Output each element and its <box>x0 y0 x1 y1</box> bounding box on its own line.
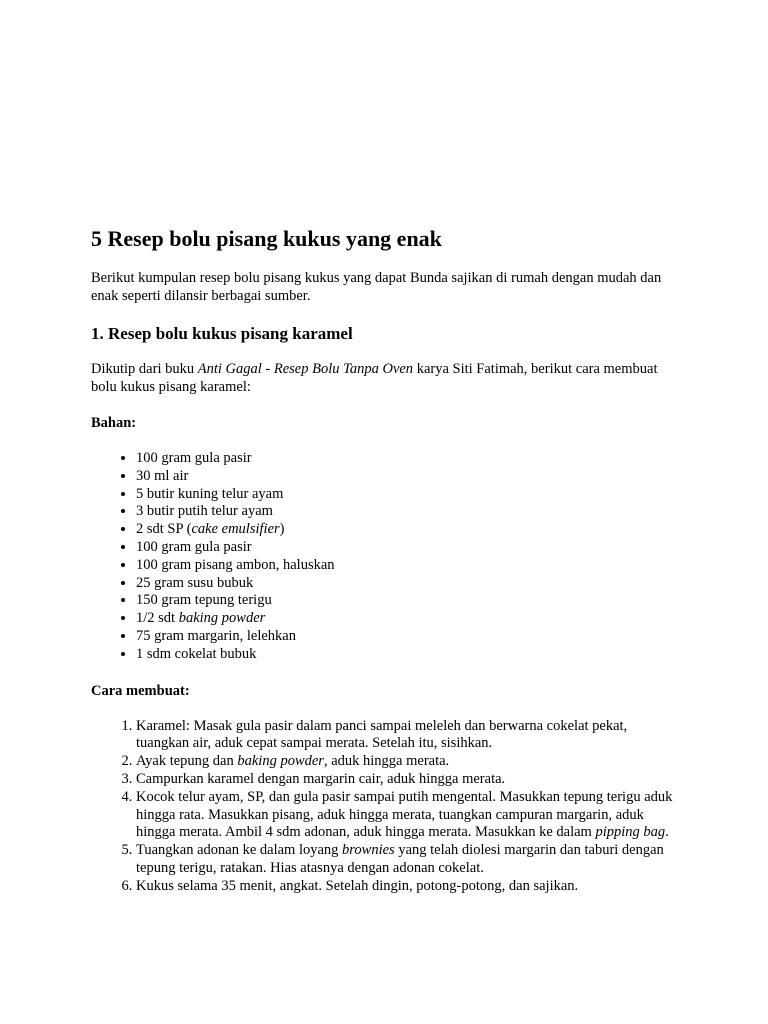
section-intro-after: karya Siti Fatimah, berikut cara membuat bolu kukus pisang karamel: <box>91 361 658 395</box>
step-item <box>136 842 681 878</box>
steps-label: Cara membuat: <box>91 682 190 699</box>
ingredients-list <box>91 450 681 664</box>
ingredient-item: • 100 gram gula pasir <box>136 450 681 468</box>
ingredient-item: • 25 gram susu bubuk <box>136 575 681 593</box>
step-text: , aduk hingga merata. <box>323 753 450 770</box>
steps-list <box>91 718 681 896</box>
step-item <box>136 789 681 842</box>
step-item: 3. Campurkan karamel dengan margarin cair, aduk hingga merata. <box>136 771 681 789</box>
ingredients-label: Bahan: <box>91 415 137 431</box>
step-text: Kocok telur ayam, SP, dan gula pasir sampai putih mengental. Masukkan tepung terigu aduk hingga rata. Masukkan pisang, aduk hingga merata, tuangkan campuran margarin, aduk hingga merata. Ambil 4 sdm adonan, aduk hingga merata. Masukkan ke dalam <box>136 788 673 841</box>
ingredient-item: • 75 gram margarin, lelehkan <box>136 628 681 646</box>
ingredient-item <box>136 521 681 539</box>
book-title: Anti Gagal - Resep Bolu Tanpa Oven <box>197 361 414 377</box>
section-intro-before: Dikutip dari buku <box>91 361 198 377</box>
step-text: Tuangkan adonan ke dalam loyang <box>136 842 343 859</box>
ingredient-item: • 1 sdm cokelat bubuk <box>136 646 681 664</box>
document-content <box>91 224 681 914</box>
step-emphasis: brownies <box>342 842 395 859</box>
ingredient-text: 1/2 sdt <box>136 610 179 627</box>
ingredient-item: • 3 butir putih telur ayam <box>136 503 681 521</box>
ingredient-text: 2 sdt SP ( <box>136 521 192 538</box>
step-item: 6. Kukus selama 35 menit, angkat. Setelah dingin, potong-potong, dan sajikan. <box>136 878 681 896</box>
ingredient-emphasis: cake emulsifier <box>191 521 280 538</box>
ingredient-item: • 100 gram gula pasir <box>136 539 681 557</box>
ingredient-item: • 5 butir kuning telur ayam <box>136 486 681 504</box>
step-item: 1. Karamel: Masak gula pasir dalam panci sampai meleleh dan berwarna cokelat pekat, tuangkan air, aduk cepat sampai merata. Setelah itu, sisihkan. <box>136 718 681 754</box>
ingredient-text: ) <box>279 521 285 538</box>
ingredient-item: • 100 gram pisang ambon, haluskan <box>136 557 681 575</box>
ingredient-item: • 150 gram tepung terigu <box>136 592 681 610</box>
ingredient-item: • 30 ml air <box>136 468 681 486</box>
step-emphasis: pipping bag <box>595 824 666 841</box>
page-title: 5 Resep bolu pisang kukus yang enak <box>91 226 442 251</box>
step-item <box>136 753 681 771</box>
ingredient-item <box>136 610 681 628</box>
step-emphasis: baking powder <box>237 753 324 770</box>
ingredient-emphasis: baking powder <box>178 610 266 627</box>
step-text: Ayak tepung dan <box>136 753 238 770</box>
section-intro <box>91 360 681 396</box>
section-heading: 1. Resep bolu kukus pisang karamel <box>91 324 353 343</box>
step-text: yang telah diolesi margarin dan taburi dengan tepung terigu, ratakan. Hias atasnya dengan adonan cokelat. <box>136 842 664 876</box>
step-text: . <box>665 824 669 841</box>
intro-paragraph: Berikut kumpulan resep bolu pisang kukus yang dapat Bunda sajikan di rumah dengan mudah dan enak seperti dilansir berbagai sumber. <box>91 270 662 304</box>
